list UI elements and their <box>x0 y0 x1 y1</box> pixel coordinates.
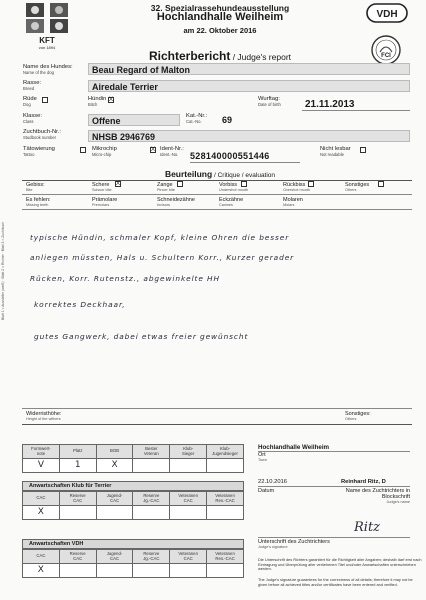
signature-underline <box>258 537 410 538</box>
club-certificates-title: Anwartschaften Klub für Terrier <box>22 481 244 491</box>
result-grade-value[interactable]: V <box>23 459 60 473</box>
vdh-header-youth-cac: Jugend- CAC <box>96 550 133 564</box>
critique-top-border <box>22 180 412 181</box>
vdh-veteran-res-cac-value[interactable] <box>207 564 244 578</box>
scissor-checkbox[interactable]: X <box>116 181 121 187</box>
footnote-en: The Judge's signature guarantees for the correctness of all details; therefore it may not be given before all achieved titles and/or certificates have been entered and verified. <box>258 577 413 587</box>
chip-label: Mikrochip Micro-chip <box>92 146 117 157</box>
bite-row-divider <box>22 194 412 195</box>
svg-text:VDH: VDH <box>376 9 398 20</box>
female-label: Hündin Bitch <box>88 96 107 107</box>
svg-text:Ritz: Ritz <box>354 520 381 535</box>
club-veteran-res-cac-value[interactable] <box>207 506 244 520</box>
other-bite-label: Sonstiges Others <box>345 182 370 192</box>
incisors-label: Schneidezähne Incisors <box>157 197 195 207</box>
svg-text:FCI: FCI <box>381 53 391 59</box>
club-veteran-cac-value[interactable] <box>170 506 207 520</box>
critique-line-4: korrektes Deckhaar, <box>34 300 126 309</box>
critique-bottom-divider <box>22 408 412 409</box>
kft-club-logo <box>23 2 73 50</box>
vdh-res-youth-cac-value[interactable] <box>133 564 170 578</box>
club-res-cac-value[interactable] <box>59 506 96 520</box>
whelped-underline <box>302 110 410 111</box>
club-header-res-youth-cac: Reserve Jg.-CAC <box>133 492 170 506</box>
vdh-cac-value[interactable]: X <box>23 564 60 578</box>
club-cac-value[interactable]: X <box>23 506 60 520</box>
missing-teeth-label: Es fehlen: Missing teeth <box>26 197 51 207</box>
show-venue: Hochlandhalle Weilheim <box>156 11 284 23</box>
result-header-best-veteran: Bester Veteran <box>133 445 170 459</box>
judge-signature-scribble <box>350 515 390 537</box>
kft-logo-text: KFT <box>39 36 55 45</box>
show-name: 32. Spezialrassehundeausstellung <box>150 3 290 13</box>
date-label: Datum <box>258 488 275 494</box>
signature-date: 22.10.2016 <box>258 479 288 485</box>
studbook-label: Zuchtbuch-Nr.: Studbook number <box>23 129 62 140</box>
vdh-header-res-youth-cac: Reserve Jg.-CAC <box>133 550 170 564</box>
female-checkbox[interactable]: X <box>109 97 114 103</box>
bite-label: Gebiss: Bite <box>26 182 45 192</box>
ident-label: Ident-Nr.: Ident.-No. <box>160 146 184 157</box>
pincer-checkbox[interactable] <box>177 181 183 187</box>
tattoo-label: Tätowierung Tattoo <box>23 146 55 157</box>
result-header-place: Platz <box>59 445 96 459</box>
class-label: Klasse: Class <box>23 113 43 124</box>
critique-line-1: typische Hündin, schmaler Kopf, kleine Ohren die besser <box>30 233 290 242</box>
overshot-label: Rückbiss Overshot mouth <box>283 182 311 192</box>
breed-label: Rasse: Breed <box>23 80 42 91</box>
show-date: am 22. Oktober 2016 <box>183 26 257 35</box>
ident-value: 528140000551446 <box>190 151 270 161</box>
result-club-winner-value[interactable] <box>170 459 207 473</box>
vdh-header-res-cac: Reserve CAC <box>59 550 96 564</box>
class-field[interactable]: Offene <box>88 114 180 126</box>
vdh-logo <box>366 3 408 23</box>
kft-logo-subtext: von 1894 <box>38 45 56 50</box>
club-header-cac: CAC <box>23 492 60 506</box>
dog-name-field[interactable]: Beau Regard of Malton <box>88 63 410 75</box>
date-judge-underline <box>258 486 410 487</box>
critique-line-5: gutes Gangwerk, dabei etwas freier gewünscht <box>34 332 249 341</box>
result-place-value[interactable]: 1 <box>59 459 96 473</box>
club-certificates-grid <box>22 491 244 520</box>
whelped-label: Wurftag: Date of birth <box>258 96 281 107</box>
premolars-label: Prämolare Premolars <box>92 197 118 207</box>
club-header-veteran-cac: Veteranen CAC <box>170 492 207 506</box>
teeth-row-divider <box>22 209 412 210</box>
studbook-field[interactable]: NHSB 2946769 <box>88 130 410 142</box>
male-checkbox[interactable] <box>42 97 48 103</box>
vdh-header-veteran-cac: Veteranen CAC <box>170 550 207 564</box>
club-res-youth-cac-value[interactable] <box>133 506 170 520</box>
vdh-certificates-title: Anwartschaften VDH <box>22 539 244 549</box>
copy-distribution-note: Blatt 1 = Aussteller (weiß) · Blatt 2 = Richter · Blatt 3 = Zuchtbuch <box>1 221 5 320</box>
overshot-checkbox[interactable] <box>308 181 314 187</box>
vdh-res-cac-value[interactable] <box>59 564 96 578</box>
ident-underline <box>190 162 300 163</box>
vdh-veteran-cac-value[interactable] <box>170 564 207 578</box>
undershot-label: Vorbiss Undershot mouth <box>219 182 249 192</box>
result-header-grade: Formwert- note <box>23 445 60 459</box>
place-label: Ort Town <box>258 452 267 462</box>
vdh-header-veteran-res-cac: Veteranen Res.-CAC <box>207 550 244 564</box>
catno-value: 69 <box>222 115 233 125</box>
result-club-youth-winner-value[interactable] <box>207 459 244 473</box>
height-withers-label: Widerristhöhe: Height of the withers <box>26 411 62 421</box>
breed-field[interactable]: Airedale Terrier <box>88 80 410 92</box>
judge-name-label: Name des Zuchtrichters in Blockschrift Judge's name <box>345 488 410 504</box>
venue-underline <box>258 451 410 452</box>
undershot-checkbox[interactable] <box>241 181 247 187</box>
signature-venue: Hochlandhalle Weilheim <box>258 444 330 451</box>
vdh-certificates-grid <box>22 549 244 578</box>
result-best-veteran-value[interactable] <box>133 459 170 473</box>
misc-label: Sonstiges: Others <box>345 411 371 421</box>
notreadable-label: Nicht lesbar Not readable <box>320 146 351 157</box>
critique-line-3: Rücken, Korr. Rutenstz., abgewinkelte HH <box>30 274 220 283</box>
judge-name: Reinhard Ritz, D <box>341 479 386 485</box>
pincer-label: Zange Pincer bite <box>157 182 175 192</box>
critique-title: Beurteilung / Critique / evaluation <box>164 169 276 179</box>
result-header-club-winner: Klub- Sieger <box>170 445 207 459</box>
scissor-label: Schere Scissor bite <box>92 182 112 192</box>
molars-label: Molaren Molars <box>283 197 303 207</box>
catno-label: Kat.-Nr.: Cat.-No. <box>186 113 208 124</box>
footnote-de: Die Unterschrift des Richters garantiert für die Richtigkeit aller Angaben; deshalb darf erst nach Eintragung und Überprüfung aller verliehenen Titel und/oder Anwartschaften unterschrieben werden. <box>258 557 422 572</box>
male-label: Rüde Dog <box>23 96 37 107</box>
notreadable-checkbox[interactable] <box>360 147 366 153</box>
critique-bottom-border <box>22 424 412 425</box>
result-grid <box>22 444 244 473</box>
critique-line-2: anliegen müssten, Hals u. Schultern Korr., Kurzer gerader <box>30 253 295 262</box>
chip-checkbox[interactable]: X <box>151 147 156 153</box>
vdh-youth-cac-value[interactable] <box>96 564 133 578</box>
signature-label: Unterschrift des Zuchtrichters Judge's signature <box>258 539 330 549</box>
club-header-veteran-res-cac: Veteranen Res.-CAC <box>207 492 244 506</box>
dog-name-label: Name des Hundes: Name of the dog <box>23 64 73 75</box>
club-youth-cac-value[interactable] <box>96 506 133 520</box>
report-title: Richterbericht / Judge's report <box>148 49 292 63</box>
tattoo-checkbox[interactable] <box>80 147 86 153</box>
result-header-club-youth-winner: Klub- Jugendsieger <box>207 445 244 459</box>
club-header-res-cac: Reserve CAC <box>59 492 96 506</box>
other-bite-checkbox[interactable] <box>378 181 384 187</box>
club-header-youth-cac: Jugend- CAC <box>96 492 133 506</box>
vdh-header-cac: CAC <box>23 550 60 564</box>
whelped-value: 21.11.2013 <box>305 99 355 110</box>
result-bob-value[interactable]: X <box>96 459 133 473</box>
fci-logo <box>370 34 402 66</box>
canines-label: Eckzähne Canines <box>219 197 244 207</box>
result-header-bob: BOB <box>96 445 133 459</box>
